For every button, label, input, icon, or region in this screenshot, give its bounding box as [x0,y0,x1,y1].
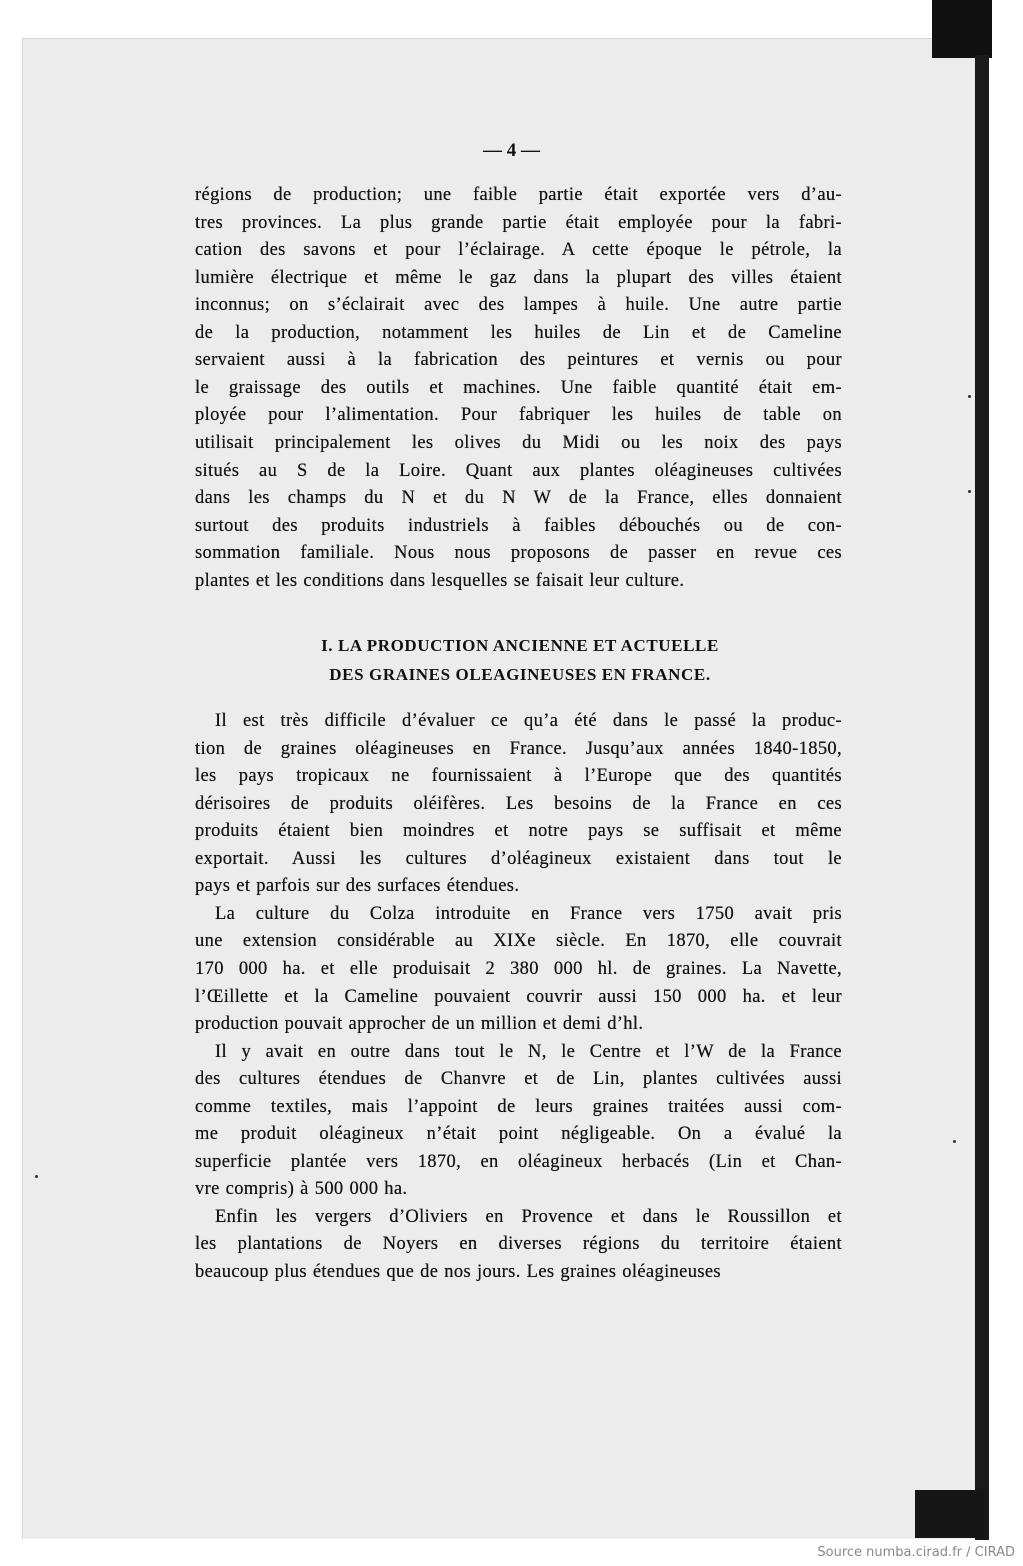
scan-speck [968,395,971,398]
text-line: me produit oléagineux n’était point négligeable. On a évalué la [195,1124,842,1145]
scan-edge-right [975,55,989,1540]
text-line: servaient aussi à la fabrication des peintures et vernis ou pour [195,350,842,371]
text-line: vre compris) à 500 000 ha. [195,1179,408,1200]
text-line: situés au S de la Loire. Quant aux plantes oléagineuses cultivées [195,460,842,481]
text-line: des cultures étendues de Chanvre et de Lin, plantes cultivées aussi [195,1069,842,1090]
text-line: dérisoires de produits oléifères. Les besoins de la France en ces [195,793,842,814]
text-line: inconnus; on s’éclairait avec des lampes à huile. Une autre partie [195,295,842,316]
text-line: utilisait principalement les olives du Midi ou les noix des pays [195,432,842,453]
text-line: les plantations de Noyers en diverses régions du territoire étaient [195,1234,842,1255]
page-number: — 4 — [483,140,540,161]
text-line: surtout des produits industriels à faibles débouchés ou de con- [195,515,842,536]
text-line: sommation familiale. Nous nous proposons de passer en revue ces [195,543,842,564]
text-line: de la production, notamment les huiles de Lin et de Cameline [195,322,842,343]
text-line: les pays tropicaux ne fournissaient à l’Europe que des quantités [195,766,842,787]
text-line: ployée pour l’alimentation. Pour fabriquer les huiles de table on [195,405,842,426]
section-heading-line-1: I. LA PRODUCTION ANCIENNE ET ACTUELLE [321,636,719,655]
text-line: lumière électrique et même le gaz dans la plupart des villes étaient [195,267,842,288]
text-line: tion de graines oléagineuses en France. Jusqu’aux années 1840-1850, [195,738,842,759]
text-line: 170 000 ha. et elle produisait 2 380 000 hl. de graines. La Navette, [195,958,842,979]
scan-edge-top [932,0,992,58]
text-line: régions de production; une faible partie était exportée vers d’au- [195,185,842,205]
text-line: dans les champs du N et du N W de la France, elles donnaient [195,488,842,509]
text-line: production pouvait approcher de un million et demi d’hl. [195,1014,644,1035]
scan-speck [953,1140,956,1143]
text-line: cation des savons et pour l’éclairage. A cette époque le pétrole, la [195,240,842,261]
text-line: pays et parfois sur des surfaces étendues. [195,876,520,897]
text-line: plantes et les conditions dans lesquelles se faisait leur culture. [195,570,685,591]
scan-speck [35,1175,38,1178]
text-line: le graissage des outils et machines. Une faible quantité était em- [195,377,842,398]
text-line: Il y avait en outre dans tout le N, le Centre et l’W de la France [215,1041,842,1062]
text-line: Il est très difficile d’évaluer ce qu’a été dans le passé la produc- [215,711,842,731]
text-line: beaucoup plus étendues que de nos jours. Les graines oléagineuses [195,1262,721,1282]
text-line: tres provinces. La plus grande partie était employée pour la fabri- [195,212,842,233]
text-line: produits étaient bien moindres et notre pays se suffisait et même [195,821,842,842]
text-line: l’Œillette et la Cameline pouvaient couvrir aussi 150 000 ha. et leur [195,986,842,1007]
text-line: La culture du Colza introduite en France vers 1750 avait pris [215,903,842,924]
text-line: Enfin les vergers d’Oliviers en Provence et dans le Roussillon et [215,1206,842,1227]
text-line: exportait. Aussi les cultures d’oléagineux existaient dans tout le [195,848,842,869]
scan-edge-bottom [915,1490,985,1538]
text-line: comme textiles, mais l’appoint de leurs graines traitées aussi com- [195,1096,842,1117]
scan-speck [968,490,971,493]
section-heading-line-2: DES GRAINES OLEAGINEUSES EN FRANCE. [329,665,711,684]
text-line: superficie plantée vers 1870, en oléagineux herbacés (Lin et Chan- [195,1151,842,1172]
source-footer: Source numba.cirad.fr / CIRAD [817,1545,1015,1560]
text-line: une extension considérable au XIXe siècle. En 1870, elle couvrait [195,931,842,952]
